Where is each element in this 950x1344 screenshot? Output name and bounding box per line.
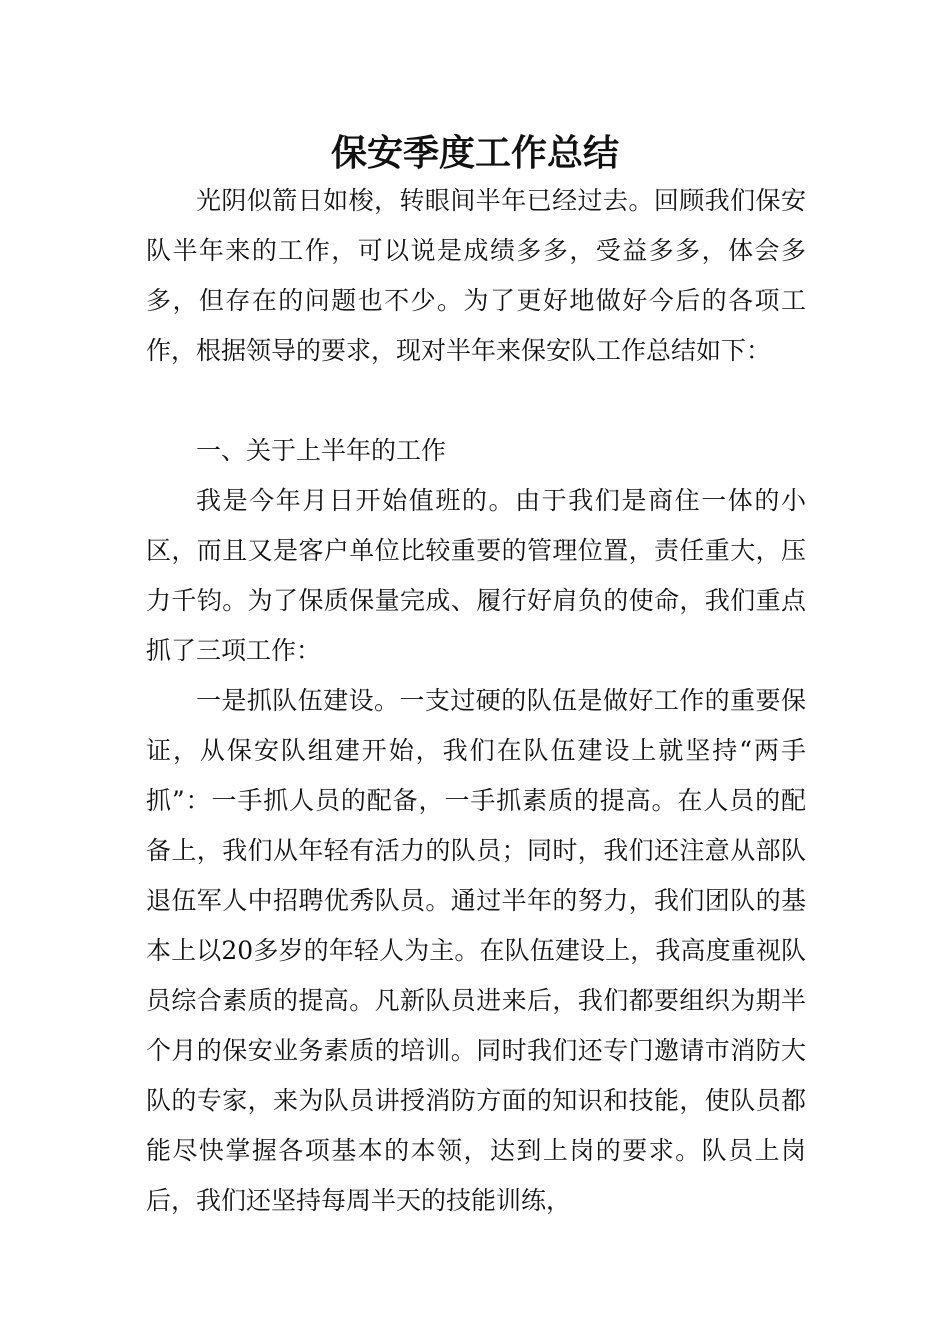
paragraph-intro: 光阴似箭日如梭，转眼间半年已经过去。回顾我们保安队半年来的工作，可以说是成绩多多，受益多多，体会多多，但存在的问题也不少。为了更好地做好今后的各项工作，根据领导的要求，现对半年来保安队工作总结如下： [146,186,806,365]
document-body [146,176,806,1226]
blank-line [146,376,806,426]
document-title: 保安季度工作总结 [330,132,619,174]
paragraph-team-building: 一是抓队伍建设。一支过硬的队伍是做好工作的重要保证，从保安队组建开始，我们在队伍建设上就坚持“两手抓”：一手抓人员的配备，一手抓素质的提高。在人员的配备上，我们从年轻有活力的队员；同时，我们还注意从部队退伍军人中招聘优秀队员。通过半年的努力，我们团队的基本上以20多岁的年轻人为主。在队伍建设上，我高度重视队员综合素质的提高。凡新队员进来后，我们都要组织为期半个月的保安业务素质的培训。同时我们还专门邀请市消防大队的专家，来为队员讲授消防方面的知识和技能，使队员都能尽快掌握各项基本的本领，达到上岗的要求。队员上岗后，我们还坚持每周半天的技能训练， [146,686,806,1215]
paragraph-background: 我是今年月日开始值班的。由于我们是商住一体的小区，而且又是客户单位比较重要的管理位置，责任重大，压力千钧。为了保质保量完成、履行好肩负的使命，我们重点抓了三项工作： [146,486,806,665]
section-heading: 一、关于上半年的工作 [196,436,447,465]
